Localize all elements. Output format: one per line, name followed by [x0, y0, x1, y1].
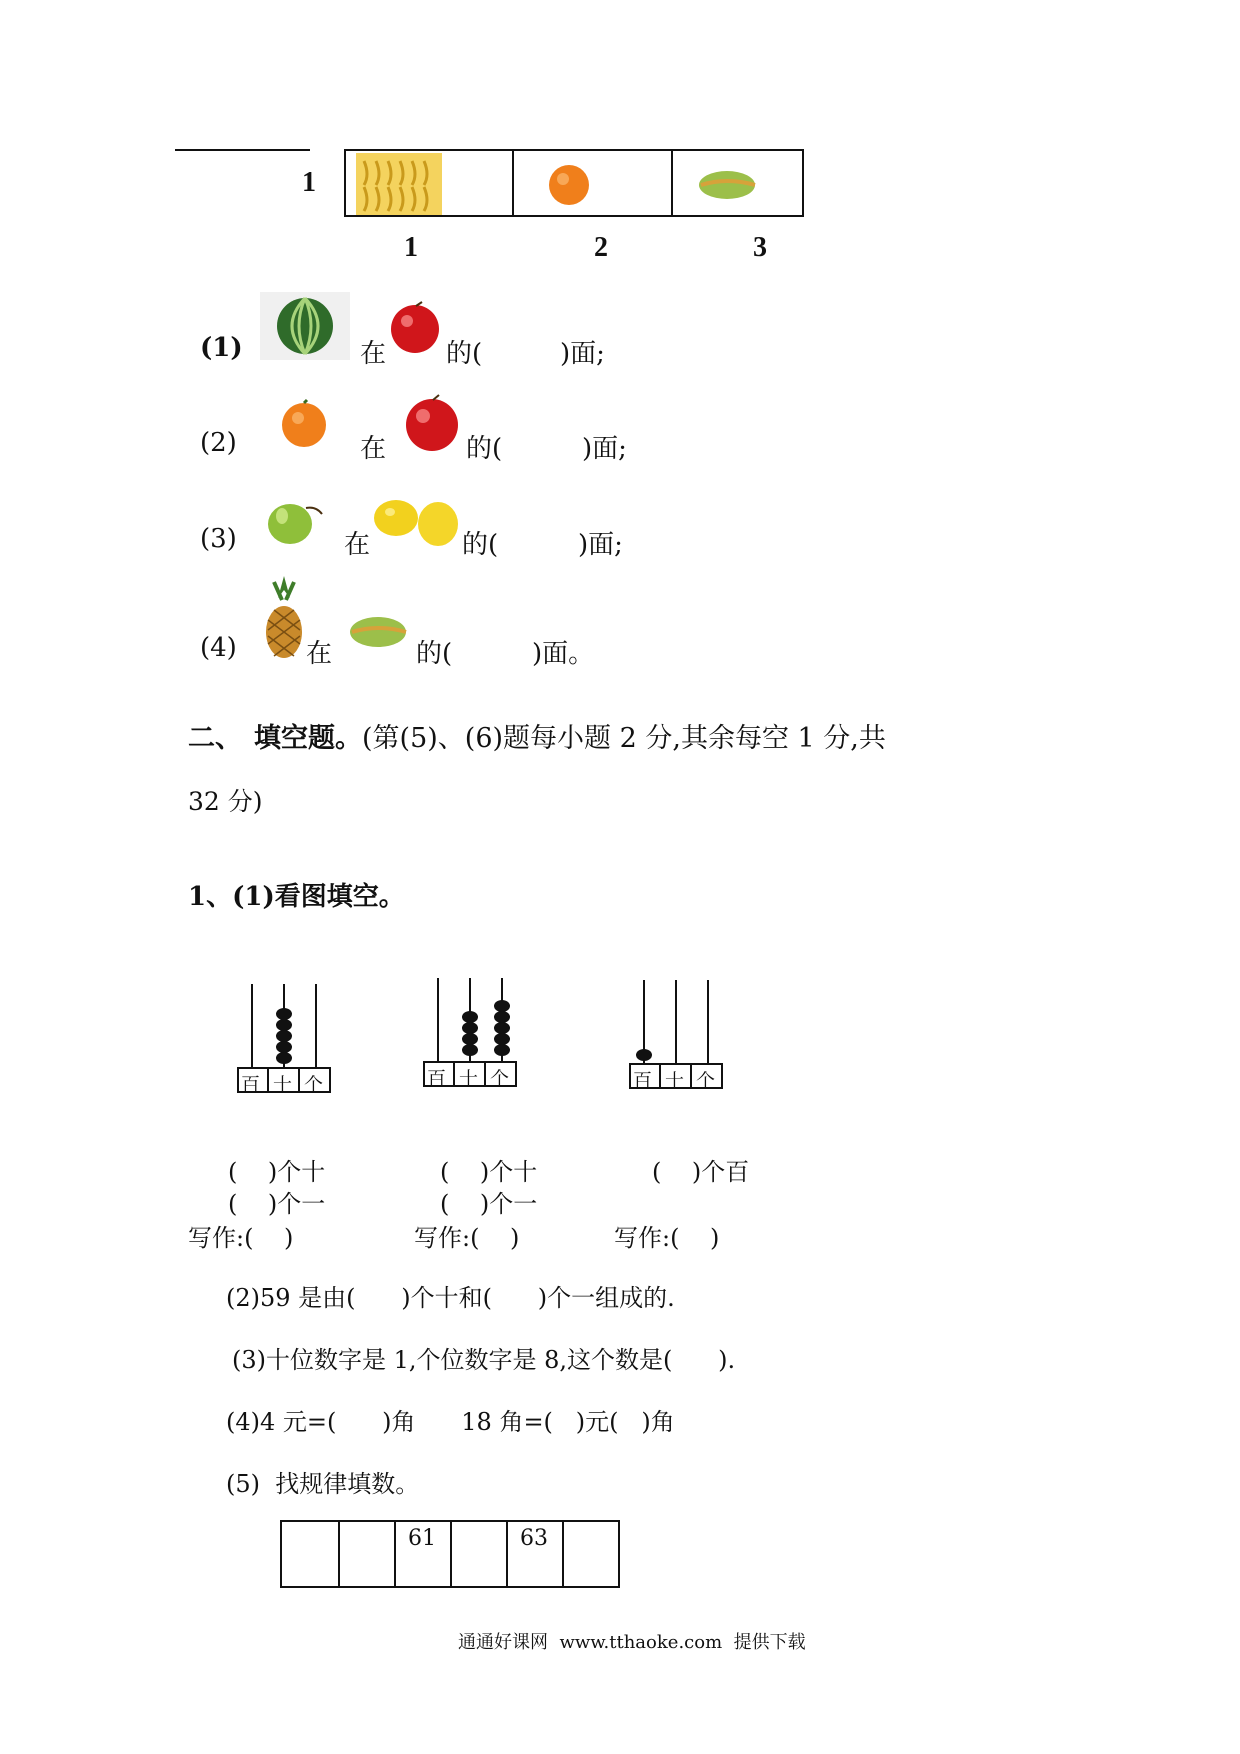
question-2-zai: 在	[360, 434, 387, 464]
pineapple-image	[260, 574, 308, 660]
question-1-tail: )面;	[560, 339, 605, 369]
question-2-de: 的(	[466, 434, 503, 464]
question-1-zai: 在	[360, 339, 387, 369]
question-4-blank[interactable]	[468, 633, 528, 663]
question-3-tail: )面;	[578, 530, 623, 560]
sequence-cell[interactable]	[450, 1522, 508, 1586]
fill-question-3: (3)十位数字是 1,个位数字是 8,这个数是( ).	[232, 1346, 736, 1374]
abacus-1-label-ge: 个	[304, 1074, 324, 1096]
question-4-tail: )面。	[532, 639, 595, 669]
question-4-de: 的(	[416, 639, 453, 669]
abacus-3-hundreds[interactable]: ( )个百	[652, 1158, 750, 1186]
section2-heading-number: 二、	[188, 723, 242, 754]
abacus-3-label-ge: 个	[696, 1070, 716, 1092]
question-3-zai: 在	[344, 530, 371, 560]
top-col-label-1: 1	[404, 232, 418, 263]
question-3-de: 的(	[462, 530, 499, 560]
abacus-2-label-shi: 十	[459, 1068, 479, 1090]
apple-image	[388, 300, 444, 356]
abacus-2-label-bai: 百	[427, 1068, 447, 1090]
sequence-cell[interactable]	[282, 1522, 340, 1586]
top-table-cell-2	[512, 149, 673, 217]
orange-image	[278, 398, 330, 450]
abacus-2-tens[interactable]: ( )个十	[440, 1158, 538, 1186]
fill-question-5: (5) 找规律填数。	[226, 1470, 420, 1498]
abacus-1-label-shi: 十	[273, 1074, 293, 1096]
sequence-cell[interactable]	[338, 1522, 396, 1586]
footer-text: 通通好课网 www.tthaoke.com 提供下载	[458, 1632, 806, 1653]
question-3-number: (3)	[200, 524, 237, 554]
watermelon-image	[260, 292, 350, 360]
question-2-tail: )面;	[582, 434, 627, 464]
fill-question-4: (4)4 元=( )角 18 角=( )元( )角	[226, 1408, 675, 1436]
question-1-blank[interactable]	[498, 333, 558, 363]
apple-image	[402, 392, 462, 454]
q1-title: 1、(1)看图填空。	[188, 882, 405, 912]
top-table-rule	[175, 149, 310, 151]
abacus-3-label-shi: 十	[665, 1070, 685, 1092]
orange-image	[544, 159, 594, 209]
sequence-cell[interactable]	[562, 1522, 618, 1586]
question-3-blank[interactable]	[514, 524, 574, 554]
abacus-3-label-bai: 百	[633, 1070, 653, 1092]
carambola-image	[346, 608, 410, 656]
carambola-image	[695, 163, 759, 207]
pear-image	[260, 488, 332, 548]
section2-heading-title: 填空题。	[254, 723, 362, 754]
question-2-blank[interactable]	[518, 428, 578, 458]
question-1-de: 的(	[446, 339, 483, 369]
abacus-1-ones[interactable]: ( )个一	[228, 1190, 326, 1218]
sequence-cell: 61	[394, 1522, 452, 1586]
abacus-1-label-bai: 百	[241, 1074, 261, 1096]
section2-heading-note: (第(5)、(6)题每小题 2 分,其余每空 1 分,共	[362, 723, 886, 754]
sequence-table	[280, 1520, 620, 1588]
abacus-2-label-ge: 个	[490, 1068, 510, 1090]
abacus-2-write[interactable]: 写作:( )	[414, 1224, 520, 1252]
section2-heading-note-line2: 32 分)	[188, 787, 263, 816]
abacus-3-write[interactable]: 写作:( )	[614, 1224, 720, 1252]
fill-question-2: (2)59 是由( )个十和( )个一组成的.	[226, 1284, 675, 1312]
top-col-label-3: 3	[753, 232, 767, 263]
top-table-cell-3	[671, 149, 804, 217]
question-4-number: (4)	[200, 633, 237, 663]
bananas-image	[356, 153, 442, 215]
section2-heading	[188, 716, 886, 755]
question-1-number: (1)	[200, 333, 243, 363]
question-4-zai: 在	[306, 639, 333, 669]
lemons-image	[372, 490, 462, 550]
abacus-1-write[interactable]: 写作:( )	[188, 1224, 294, 1252]
sequence-cell: 63	[506, 1522, 564, 1586]
top-col-label-2: 2	[594, 232, 608, 263]
top-table-row-label: 1	[302, 167, 316, 198]
top-table-cell-1	[344, 149, 514, 217]
abacus-2-ones[interactable]: ( )个一	[440, 1190, 538, 1218]
question-2-number: (2)	[200, 428, 237, 458]
abacus-1-tens[interactable]: ( )个十	[228, 1158, 326, 1186]
